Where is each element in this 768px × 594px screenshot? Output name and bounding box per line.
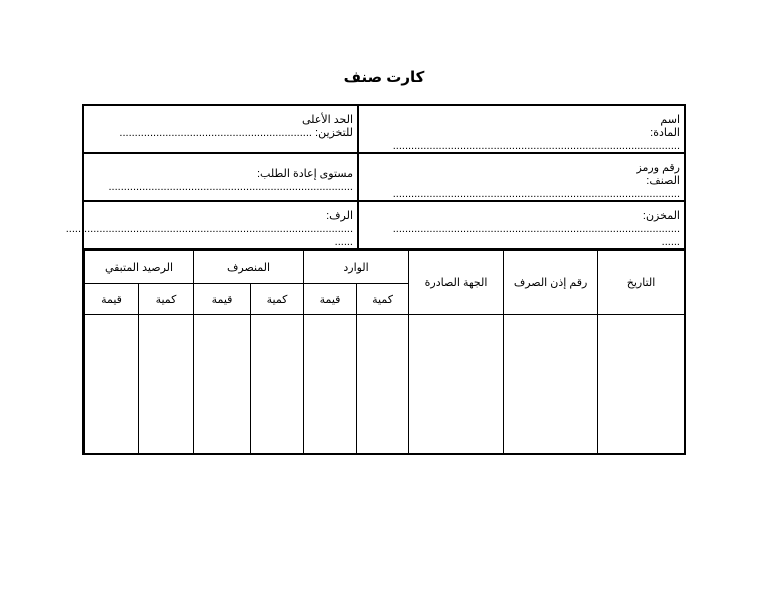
outgoing-quantity: كمية — [251, 284, 304, 315]
form-title: كارت صنف — [343, 69, 425, 86]
col-voucher-no: رقم إذن الصرف — [504, 251, 598, 315]
reorder-level-label: مستوى إعادة الطلب: — [257, 168, 353, 180]
item-code-dots: .............................................................................................. — [392, 188, 680, 200]
reorder-level-field[interactable] — [84, 154, 357, 200]
incoming-quantity-cell[interactable] — [357, 315, 409, 455]
item-name-field[interactable]: اسم المادة: .............................................................................................. — [392, 114, 680, 152]
item-name-label: المادة: — [650, 127, 680, 139]
item-code-label-2: الصنف: — [646, 175, 680, 187]
col-incoming: الوارد — [304, 251, 409, 284]
shelf-dots-2: ...... — [334, 236, 353, 248]
warehouse-dots: .............................................................................................. — [392, 223, 680, 235]
info-divider — [357, 106, 359, 250]
outgoing-quantity-cell[interactable] — [251, 315, 304, 455]
incoming-quantity: كمية — [357, 284, 409, 315]
max-storage-field[interactable] — [84, 106, 357, 152]
issuing-party-cell[interactable] — [409, 315, 504, 455]
ledger-body-row — [85, 315, 685, 455]
shelf-field[interactable] — [65, 202, 357, 248]
max-storage-dots: ............................................................... — [119, 127, 312, 139]
header-row-1 — [85, 251, 685, 284]
date-cell[interactable] — [598, 315, 685, 455]
item-card-form — [65, 104, 686, 455]
item-info-section — [65, 106, 684, 250]
info-row-2 — [84, 154, 684, 202]
shelf-label: الرف: — [326, 210, 353, 222]
incoming-value-cell[interactable] — [304, 315, 357, 455]
col-date: التاريخ — [598, 251, 685, 315]
item-code-field[interactable] — [359, 154, 684, 200]
outgoing-value: قيمة — [194, 284, 251, 315]
outgoing-value-cell[interactable] — [194, 315, 251, 455]
item-name-dots: .............................................................................................. — [392, 140, 680, 152]
reorder-level-dots: ................................................................................ — [108, 181, 353, 193]
ledger-table — [84, 250, 685, 455]
voucher-no-cell[interactable] — [504, 315, 598, 455]
warehouse-label: المخزن: — [642, 210, 680, 222]
max-storage-label-2: للتخزين: — [315, 127, 353, 139]
info-row-1 — [84, 106, 684, 154]
balance-quantity: كمية — [139, 284, 194, 315]
col-outgoing: المنصرف — [194, 251, 304, 284]
balance-value: قيمة — [85, 284, 139, 315]
col-issuing-party: الجهة الصادرة — [409, 251, 504, 315]
warehouse-dots-2: ...... — [661, 236, 680, 248]
item-code-label: رقم ورمز — [636, 162, 680, 174]
balance-value-cell[interactable] — [85, 315, 139, 455]
col-balance: الرصيد المتبقي — [85, 251, 194, 284]
info-row-3 — [65, 202, 684, 250]
shelf-dots: .............................................................................................. — [65, 223, 353, 235]
incoming-value: قيمة — [304, 284, 357, 315]
balance-quantity-cell[interactable] — [139, 315, 194, 455]
max-storage-label: الحد الأعلى — [301, 114, 353, 126]
warehouse-field[interactable] — [359, 202, 684, 248]
